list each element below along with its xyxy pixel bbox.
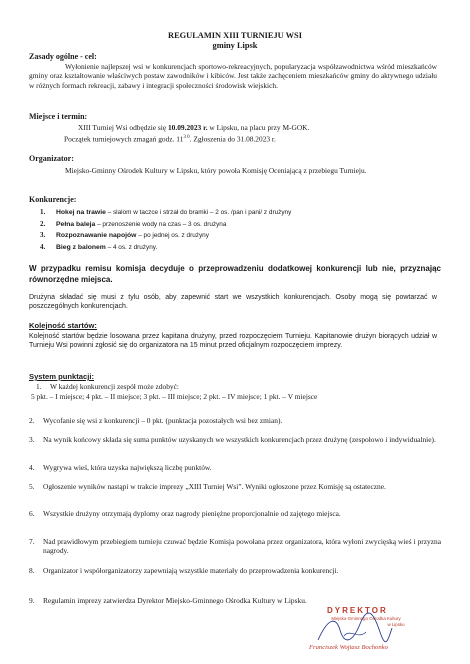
- system-item-6: 6. Wszystkie drużyny otrzymają dyplomy oraz nagrody pieniężne proporcjonalnie od zajętego miejsca.: [29, 509, 341, 518]
- druzyna-note: Drużyna składać się musi z tylu osób, aby zapewnić start we wszystkich konkurencjach. Osoby mogą się powtarzać w poszczególnych konkurencjach.: [29, 294, 437, 311]
- zasady-heading: Zasady ogólne - cel:: [29, 52, 97, 61]
- signature-scribble: [314, 610, 394, 650]
- system-item-9: 9. Regulamin imprezy zatwierdza Dyrektor Miejsko-Gminnego Ośrodka Kultury w Lipsku.: [29, 596, 307, 605]
- list-item: 4. Bieg z balonem – 4 os. z drużyny.: [40, 242, 158, 251]
- system-item-4: 4. Wygrywa wieś, która uzyska największą liczbę punktów.: [29, 463, 212, 472]
- kolejnosc-heading: Kolejność startów:: [29, 321, 97, 330]
- document-title: REGULAMIN XIII TURNIEJU WSI: [168, 31, 302, 40]
- kolejnosc-text: Kolejność startów będzie losowana przez kapitana drużyny, przed rozpoczęciem Turnieju. Kapitanowie drużyn biorących udział w Turnieju Wsi powinni zgłosić się do organizatora na 15 minut przed oficjalnym rozpoczęciem imprezy.: [29, 333, 437, 350]
- document-subtitle: gminy Lipsk: [212, 41, 258, 50]
- stamp-title: DYREKTOR: [327, 606, 388, 615]
- event-date: 10.09.2023 r.: [167, 123, 208, 132]
- stamp-name: Franciszek Wojtasz Bochonko: [309, 644, 388, 651]
- miejsce-line2: Początek turniejowych zmagań godz. $11^{3 0}$. Zgłoszenia do 31.08.2023 r.: [64, 134, 276, 144]
- miejsce-line1: XIII Turniej Wsi odbędzie się 10.09.2023 r. w Lipsku, na placu przy M-GOK.: [78, 123, 310, 132]
- system-item-3: 3. Na wynik końcowy składa się suma punktów uzyskanych we wszystkich konkurencjach przez drużynę (zespołowo i indywidualnie).: [29, 435, 436, 444]
- points-line: 5 pkt. – I miejsce; 4 pkt. – II miejsce; 3 pkt. – III miejsce; 2 pkt. – IV miejsce; 1 pkt. – V miejsce: [31, 392, 318, 401]
- list-item: 3. Rozpoznawanie napojów – po jednej os. z drużyny: [40, 231, 209, 240]
- system-item-2: 2. Wycofanie się wsi z konkurencji – 0 pkt. (punktacja pozostałych wsi bez zmian).: [29, 416, 283, 425]
- list-item: 1. Hokej na trawie – slalom w taczce i strzał do bramki – 2 os. /pan i pani/ z drużyny: [40, 208, 292, 216]
- miejsce-heading: Miejsce i termin:: [29, 112, 88, 121]
- konkurencje-list: [40, 207, 440, 253]
- system-item-1: 1. W każdej konkurencji zespół może zdobyć:: [36, 382, 179, 391]
- system-item-7: 7. Nad prawidłowym przebiegiem turnieju czuwać będzie Komisja powołana przez organizatora, która wyłoni zwycięską wieś i przyzna nagrody.: [29, 537, 441, 556]
- remis-note: W przypadku remisu komisja decyduje o przeprowadzeniu dodatkowej konkurencji lub nie, przyznając równorzędne miejsca.: [29, 264, 441, 284]
- konkurencje-heading: Konkurencje:: [29, 195, 77, 204]
- stamp-line2: w Lipsku: [387, 622, 405, 627]
- system-item-5: 5. Ogłoszenie wyników nastąpi w trakcie imprezy „XIII Turniej Wsi”. Wyniki ogłoszone przez Komisję są ostateczne.: [29, 482, 386, 491]
- zasady-text: Wyłonienie najlepszej wsi w konkurencjach sportowo-rekreacyjnych, popularyzacja współzawodnictwa wśród mieszkańców gminy oraz kształtowanie właściwych postaw zawodników i kibiców. Jest także zachęceniem mieszkańców gminy do aktywnego udziału w różnych formach rekreacji, zabawy i integracji społeczności środowisk wiejskich.: [29, 62, 437, 90]
- organizator-text: Miejsko-Gminny Ośrodek Kultury w Lipsku, który powoła Komisję Oceniającą z przebiegu Turnieju.: [65, 166, 367, 175]
- system-item-8: 8. Organizator i współorganizatorzy zapewniają wszystkie materiały do przeprowadzenia konkurencji.: [29, 566, 339, 575]
- list-item: 2. Pełna baleja – przenoszenie wody na czas – 3 os. drużyna: [40, 219, 227, 228]
- organizator-heading: Organizator:: [29, 154, 74, 163]
- stamp-line1: Miejsko-Gminnego Ośrodka Kultury: [331, 616, 401, 621]
- system-heading: System punktacji:: [29, 372, 94, 381]
